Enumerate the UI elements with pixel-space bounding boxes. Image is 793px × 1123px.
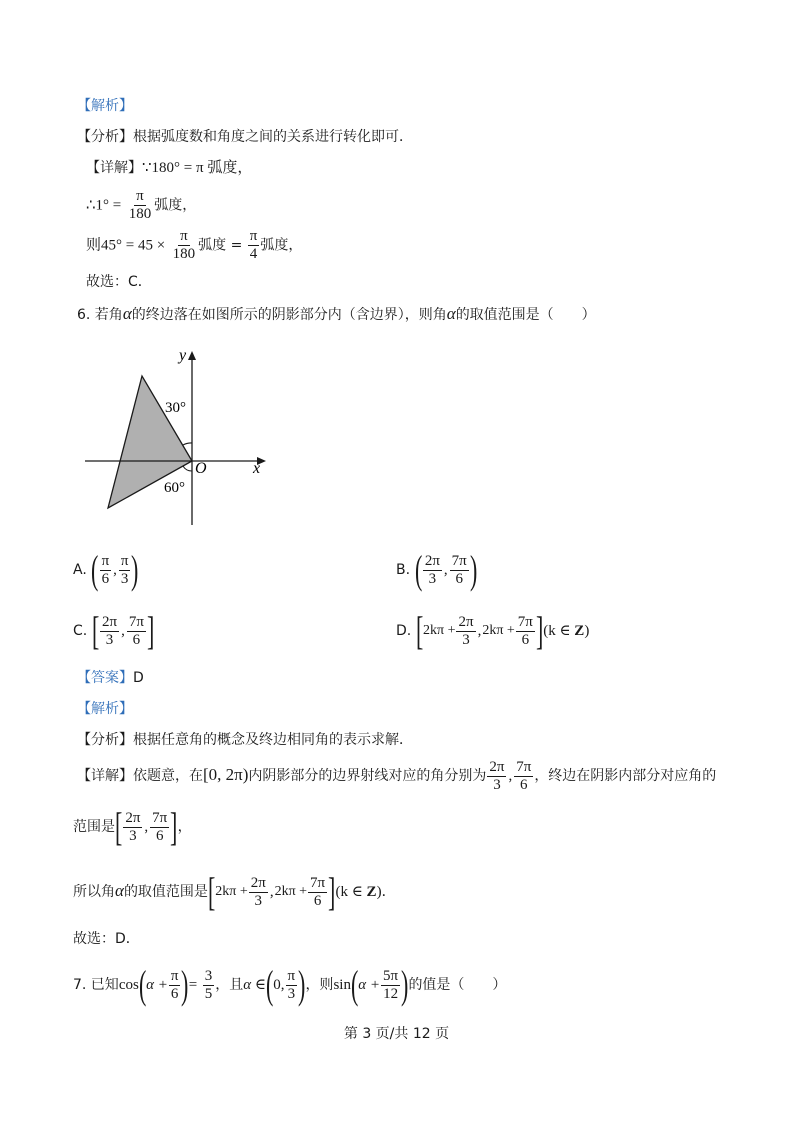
fraction: $\frac{\pi}{4}$ [249,228,258,262]
fraction: $\frac{\pi}{180}$ [128,188,152,222]
choice-5: 故选：C． [86,274,152,290]
label-x: x [253,460,261,477]
analysis-tag: 【解析】 [77,98,133,114]
step-1: ∴1° = $\frac{\pi}{180}$ 弧度， [86,188,197,222]
conclusion-line: 所以角α的取值范围是 [ 2kπ + $\frac{2\pi}{3}$ , 2kπ + $\frac{7\pi}{6}$ ] (k ∈ Z) ． [73,869,396,914]
answer-line: 【答案】D [77,670,144,686]
analysis-tag-6: 【解析】 [77,701,133,717]
detail-line-6: 【详解】依题意，在[0, 2π)内阴影部分的边界射线对应的角分别为 $\frac{2\pi}{3}$ , $\frac{7\pi}{6}$ ，终边在阴影内部分对应角的 [77,758,717,793]
question-6-stem: 6. 若角α的终边落在如图所示的阴影部分内（含边界），则角α的取值范围是（ ） [77,304,596,323]
label-60: 60° [164,480,185,496]
choice-6: 故选：D． [73,931,140,947]
label-y: y [179,347,187,364]
option-a: A. ( $\frac{\pi}{6}$ , $\frac{\pi}{3}$ ) [73,547,139,592]
angle-arc-top [183,443,192,445]
option-b: B. ( $\frac{2\pi}{3}$ , $\frac{7\pi}{6}$ ) [396,547,478,592]
angle-figure [80,345,280,530]
step-2: 则45° = 45 × $\frac{\pi}{180}$ 弧度 = $\frac{\pi}{4}$ 弧度， [86,228,303,262]
question-7-stem: 7. 已知cos ( α + $\frac{\pi}{6}$ ) = $\frac{3}{5}$ ，且α ∈ ( 0, $\frac{\pi}{3}$ ) ，则sin ( α + $\frac{5\pi}{12}$ ) 的值是（ ） [73,962,507,1007]
label-origin: O [195,460,207,477]
label-30: 30° [165,400,186,416]
option-c: C. [ $\frac{2\pi}{3}$ , $\frac{7\pi}{6}$ ] [73,608,155,653]
y-arrow [188,351,196,360]
option-d: D. [ 2kπ + $\frac{2\pi}{3}$ , 2kπ + $\frac{7\pi}{6}$ ] (k ∈ Z) [396,608,590,653]
analysis-text-6: 【分析】根据任意角的概念及终边相同角的表示求解． [77,732,413,748]
detail-text-5: 【详解】∵180° = π 弧度， [86,160,253,176]
analysis-text-5: 【分析】根据弧度数和角度之间的关系进行转化即可． [77,129,413,145]
fraction: $\frac{\pi}{180}$ [172,228,196,262]
angle-arc-bottom [183,466,192,471]
range-line: 范围是 [ $\frac{2\pi}{3}$ , $\frac{7\pi}{6}$ ] ， [73,804,192,849]
page-footer: 第 3 页/共 12 页 [343,1026,450,1042]
